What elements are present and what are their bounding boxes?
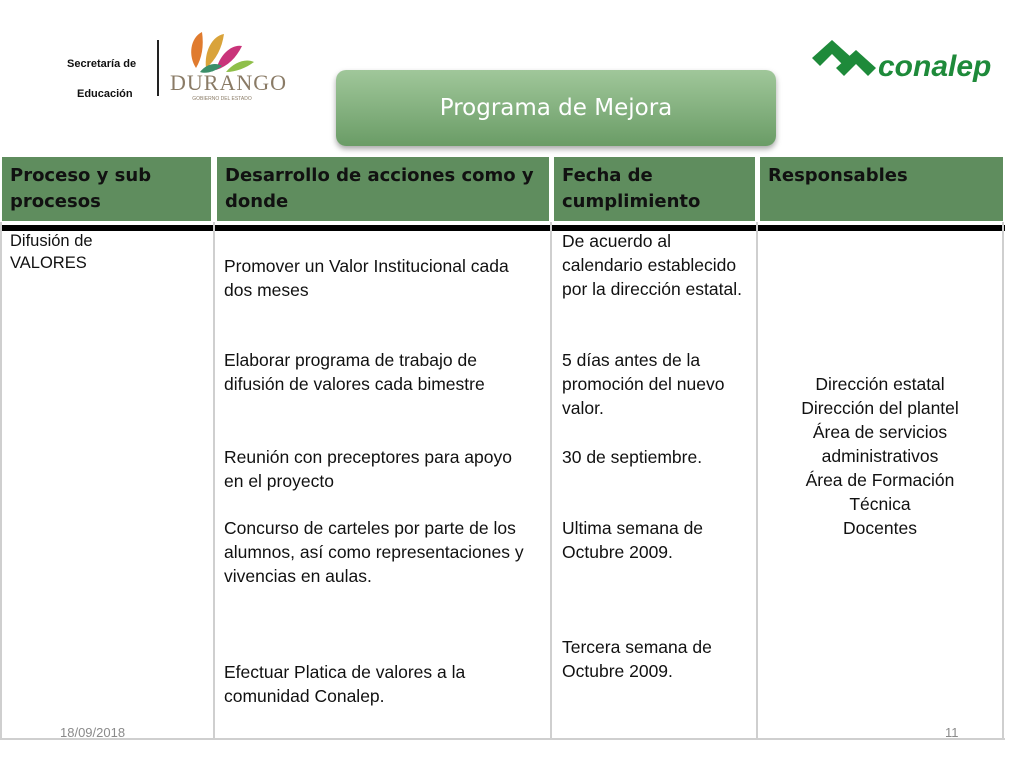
accion-item-2: Elaborar programa de trabajo de difusión de valores cada bimestre xyxy=(224,350,485,394)
table-border-left xyxy=(0,222,2,740)
responsable-item-3: Área de servicios administrativos xyxy=(812,422,948,466)
header-separator xyxy=(0,225,1005,231)
durango-logo-text: DURANGO xyxy=(170,70,287,95)
durango-logo xyxy=(170,28,287,102)
accion-item-4: Concurso de carteles por parte de los alumnos, así como representaciones y vivencias en aulas. xyxy=(224,518,524,586)
accion-item-1: Promover un Valor Institucional cada dos meses xyxy=(224,256,509,300)
secretaria-label-line2: Educación xyxy=(77,88,133,100)
page-title: Programa de Mejora xyxy=(439,95,673,121)
accion-item-5: Efectuar Platica de valores a la comunidad Conalep. xyxy=(224,662,466,706)
footer-page-number: 11 xyxy=(945,725,959,740)
responsable-item-5: Docentes xyxy=(843,518,917,538)
responsable-item-4: Área de Formación Técnica xyxy=(805,470,955,514)
fecha-item-1: De acuerdo al calendario establecido por la dirección estatal. xyxy=(562,231,742,299)
conalep-logo-text: conalep xyxy=(878,50,992,83)
column-divider-1 xyxy=(213,222,215,740)
header-proceso: Proceso y sub procesos xyxy=(2,157,211,221)
accion-item-3: Reunión con preceptores para apoyo en el proyecto xyxy=(224,447,512,491)
responsable-item-2: Dirección del plantel xyxy=(801,398,959,418)
responsables-list xyxy=(760,372,1000,540)
page-title-banner xyxy=(336,70,776,146)
header-fecha: Fecha de cumplimiento xyxy=(554,157,755,221)
proceso-cell: Difusión de VALORES xyxy=(10,232,93,272)
conalep-logo xyxy=(808,28,993,84)
fecha-item-4: Ultima semana de Octubre 2009. xyxy=(562,518,704,562)
header-responsables: Responsables xyxy=(760,157,1003,221)
fecha-item-5: Tercera semana de Octubre 2009. xyxy=(562,637,712,681)
table-border-bottom xyxy=(0,738,1005,740)
secretaria-label-line1: Secretaría de xyxy=(67,58,137,70)
table-header-row xyxy=(0,157,1005,221)
column-divider-2 xyxy=(550,222,552,740)
logo-divider xyxy=(157,40,159,96)
fecha-item-3: 30 de septiembre. xyxy=(562,447,703,467)
fecha-item-2: 5 días antes de la promoción del nuevo valor. xyxy=(562,350,725,418)
footer-date: 18/09/2018 xyxy=(60,725,126,740)
column-divider-3 xyxy=(756,222,758,740)
responsable-item-1: Dirección estatal xyxy=(815,374,945,394)
table-border-right xyxy=(1002,222,1004,740)
header-acciones: Desarrollo de acciones como y donde xyxy=(217,157,549,221)
conalep-emblem-icon xyxy=(808,28,880,80)
durango-logo-subtext: GOBIERNO DEL ESTADO xyxy=(192,96,252,102)
